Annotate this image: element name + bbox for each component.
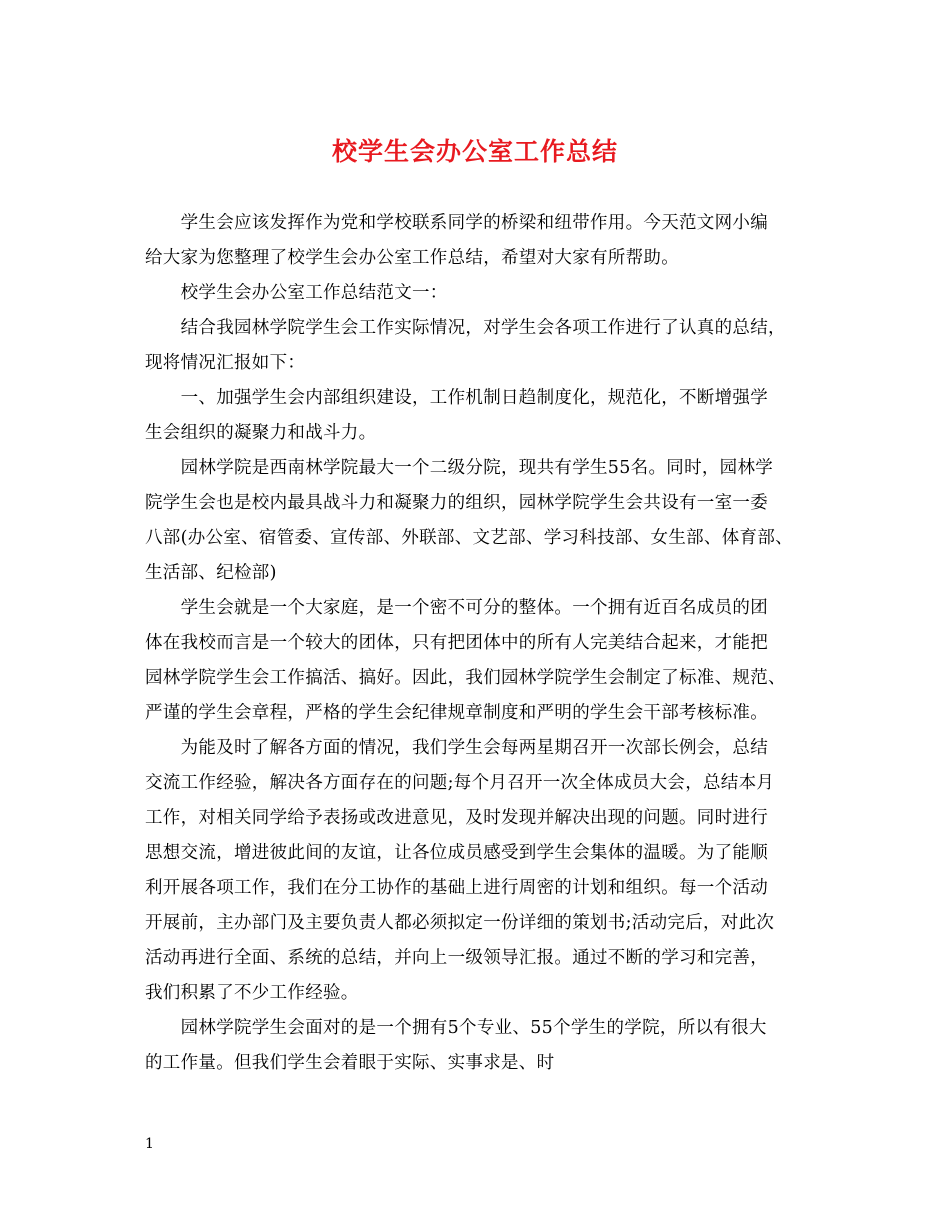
body-line: 学生会就是一个大家庭，是一个密不可分的整体。一个拥有近百名成员的团: [145, 598, 768, 618]
body-line: 体在我校而言是一个较大的团体，只有把团体中的所有人完美结合起来，才能把: [145, 633, 768, 653]
body-line: 活动再进行全面、系统的总结，并向上一级领导汇报。通过不断的学习和完善，: [145, 948, 768, 968]
body-line: 生会组织的凝聚力和战斗力。: [145, 423, 377, 443]
body-line: 八部(办公室、宿管委、宣传部、外联部、文艺部、学习科技部、女生部、体育部、: [145, 528, 793, 548]
body-line: 学生会应该发挥作为党和学校联系同学的桥梁和纽带作用。今天范文网小编: [145, 213, 768, 233]
body-line: 院学生会也是校内最具战斗力和凝聚力的组织，园林学院学生会共设有一室一委: [145, 493, 768, 513]
body-line: 结合我园林学院学生会工作实际情况，对学生会各项工作进行了认真的总结，: [145, 318, 786, 338]
body-line: 生活部、纪检部): [145, 563, 277, 583]
body-line: 园林学院学生会工作搞活、搞好。因此，我们园林学院学生会制定了标准、规范、: [145, 668, 786, 688]
body-line: 为能及时了解各方面的情况，我们学生会每两星期召开一次部长例会，总结: [145, 738, 768, 758]
body-line: 一、加强学生会内部组织建设，工作机制日趋制度化，规范化，不断增强学: [145, 388, 768, 408]
body-line: 现将情况汇报如下：: [145, 353, 306, 373]
body-line: 我们积累了不少工作经验。: [145, 983, 359, 1003]
body-line: 园林学院是西南林学院最大一个二级分院，现共有学生55名。同时，园林学: [145, 458, 774, 478]
body-line: 利开展各项工作，我们在分工协作的基础上进行周密的计划和组织。每一个活动: [145, 878, 768, 898]
body-line: 严谨的学生会章程，严格的学生会纪律规章制度和严明的学生会干部考核标准。: [145, 703, 768, 723]
body-line: 校学生会办公室工作总结范文一：: [145, 283, 448, 303]
body-line: 交流工作经验，解决各方面存在的问题;每个月召开一次全体成员大会，总结本月: [145, 773, 775, 793]
body-line: 园林学院学生会面对的是一个拥有5个专业、55个学生的学院，所以有很大: [145, 1018, 767, 1038]
body-line: 思想交流，增进彼此间的友谊，让各位成员感受到学生会集体的温暖。为了能顺: [145, 843, 768, 863]
document-title: 校学生会办公室工作总结: [331, 137, 618, 166]
body-line: 的工作量。但我们学生会着眼于实际、实事求是、时: [145, 1053, 555, 1073]
page-number: 1: [145, 1136, 154, 1152]
body-line: 给大家为您整理了校学生会办公室工作总结，希望对大家有所帮助。: [145, 248, 679, 268]
body-line: 工作，对相关同学给予表扬或改进意见，及时发现并解决出现的问题。同时进行: [145, 808, 768, 828]
body-line: 开展前，主办部门及主要负责人都必须拟定一份详细的策划书;活动完后，对此次: [145, 913, 775, 933]
